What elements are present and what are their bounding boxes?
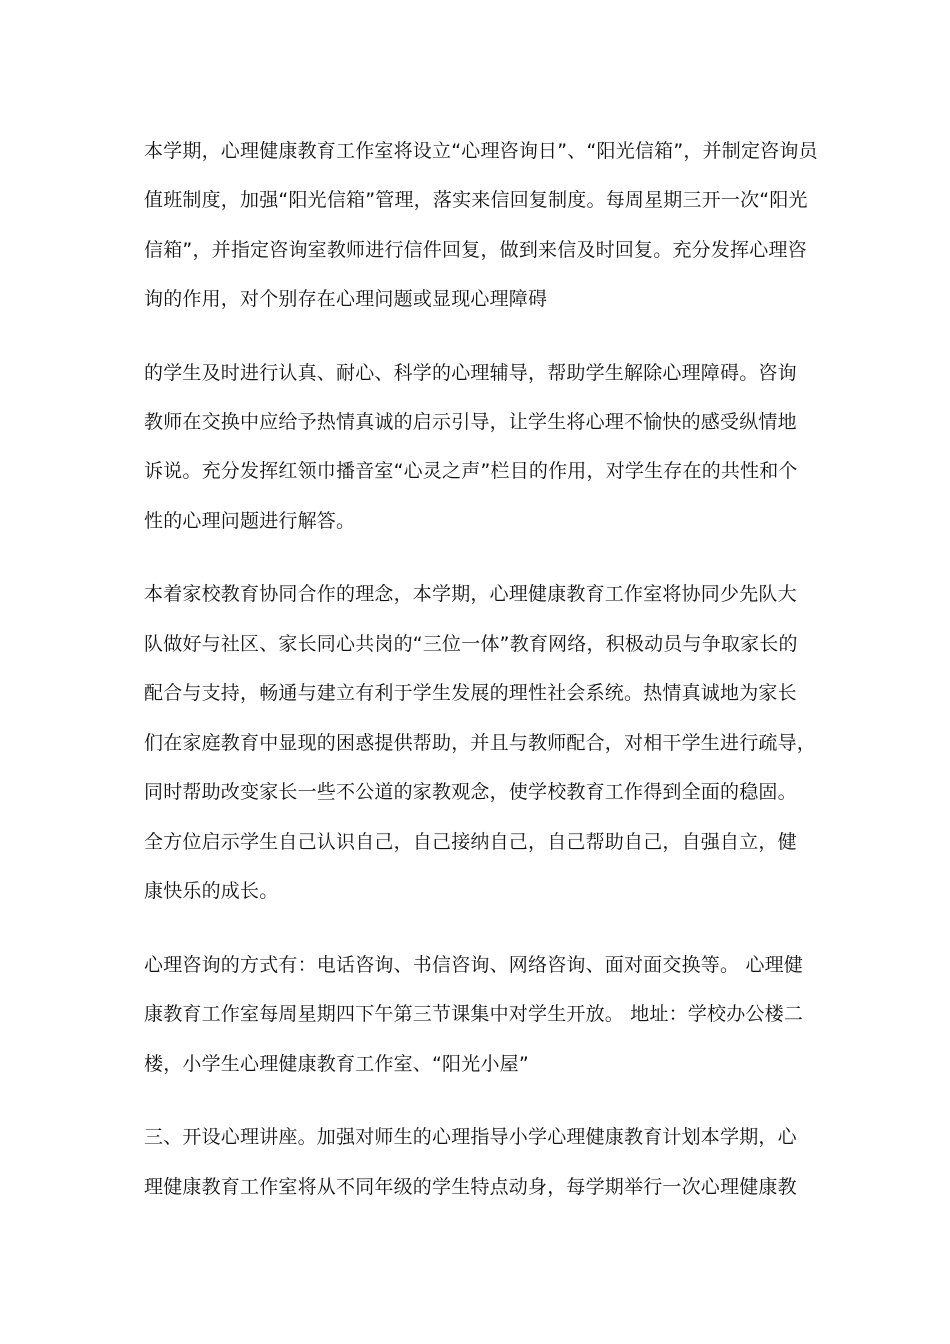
text-line: 楼，小学生心理健康教育工作室、“阳光小屋” — [144, 1053, 529, 1075]
text-line: 性的心理问题进行解答。 — [144, 510, 356, 532]
text-line: 值班制度，加强“阳光信箱”管理，落实来信回复制度。每周星期三开一次“阳光 — [144, 189, 808, 211]
text-line: 三、开设心理讲座。加强对师生的心理指导小学心理健康教育计划本学期，心 — [144, 1126, 797, 1148]
text-line: 本学期，心理健康教育工作室将设立“心理咨询日”、“阳光信箱”，并制定咨询员 — [144, 140, 818, 162]
text-line: 同时帮助改变家长一些不公道的家教观念，使学校教育工作得到全面的稳固。 — [144, 781, 797, 803]
text-line: 诉说。充分发挥红领巾播音室“心灵之声”栏目的作用，对学生存在的共性和个 — [144, 460, 798, 482]
text-line: 本着家校教育协同合作的理念，本学期，心理健康教育工作室将协同少先队大 — [144, 583, 797, 605]
text-line: 信箱”，并指定咨询室教师进行信件回复，做到来信及时回复。充分发挥心理咨 — [144, 239, 807, 261]
text-line: 心理咨询的方式有：电话咨询、书信咨询、网络咨询、面对面交换等。 心理健 — [144, 954, 804, 976]
text-line: 全方位启示学生自己认识自己，自己接纳自己，自己帮助自己，自强自立，健 — [144, 831, 797, 853]
text-line: 询的作用，对个别存在心理问题或显现心理障碍 — [144, 288, 548, 310]
text-line: 教师在交换中应给予热情真诚的启示引导，让学生将心理不愉快的感受纵情地 — [144, 411, 797, 433]
text-line: 配合与支持，畅通与建立有利于学生发展的理性社会系统。热情真诚地为家长 — [144, 682, 797, 704]
text-line: 理健康教育工作室将从不同年级的学生特点动身，每学期举行一次心理健康教 — [144, 1176, 797, 1198]
text-line: 康快乐的成长。 — [144, 880, 279, 902]
text-line: 们在家庭教育中显现的困惑提供帮助，并且与教师配合，对相干学生进行疏导， — [144, 732, 817, 754]
text-line: 队做好与社区、家长同心共岗的“三位一体”教育网络，积极动员与争取家长的 — [144, 633, 798, 655]
text-line: 的学生及时进行认真、耐心、科学的心理辅导，帮助学生解除心理障碍。咨询 — [144, 362, 797, 384]
text-line: 康教育工作室每周星期四下午第三节课集中对学生开放。 地址：学校办公楼二 — [144, 1003, 804, 1025]
